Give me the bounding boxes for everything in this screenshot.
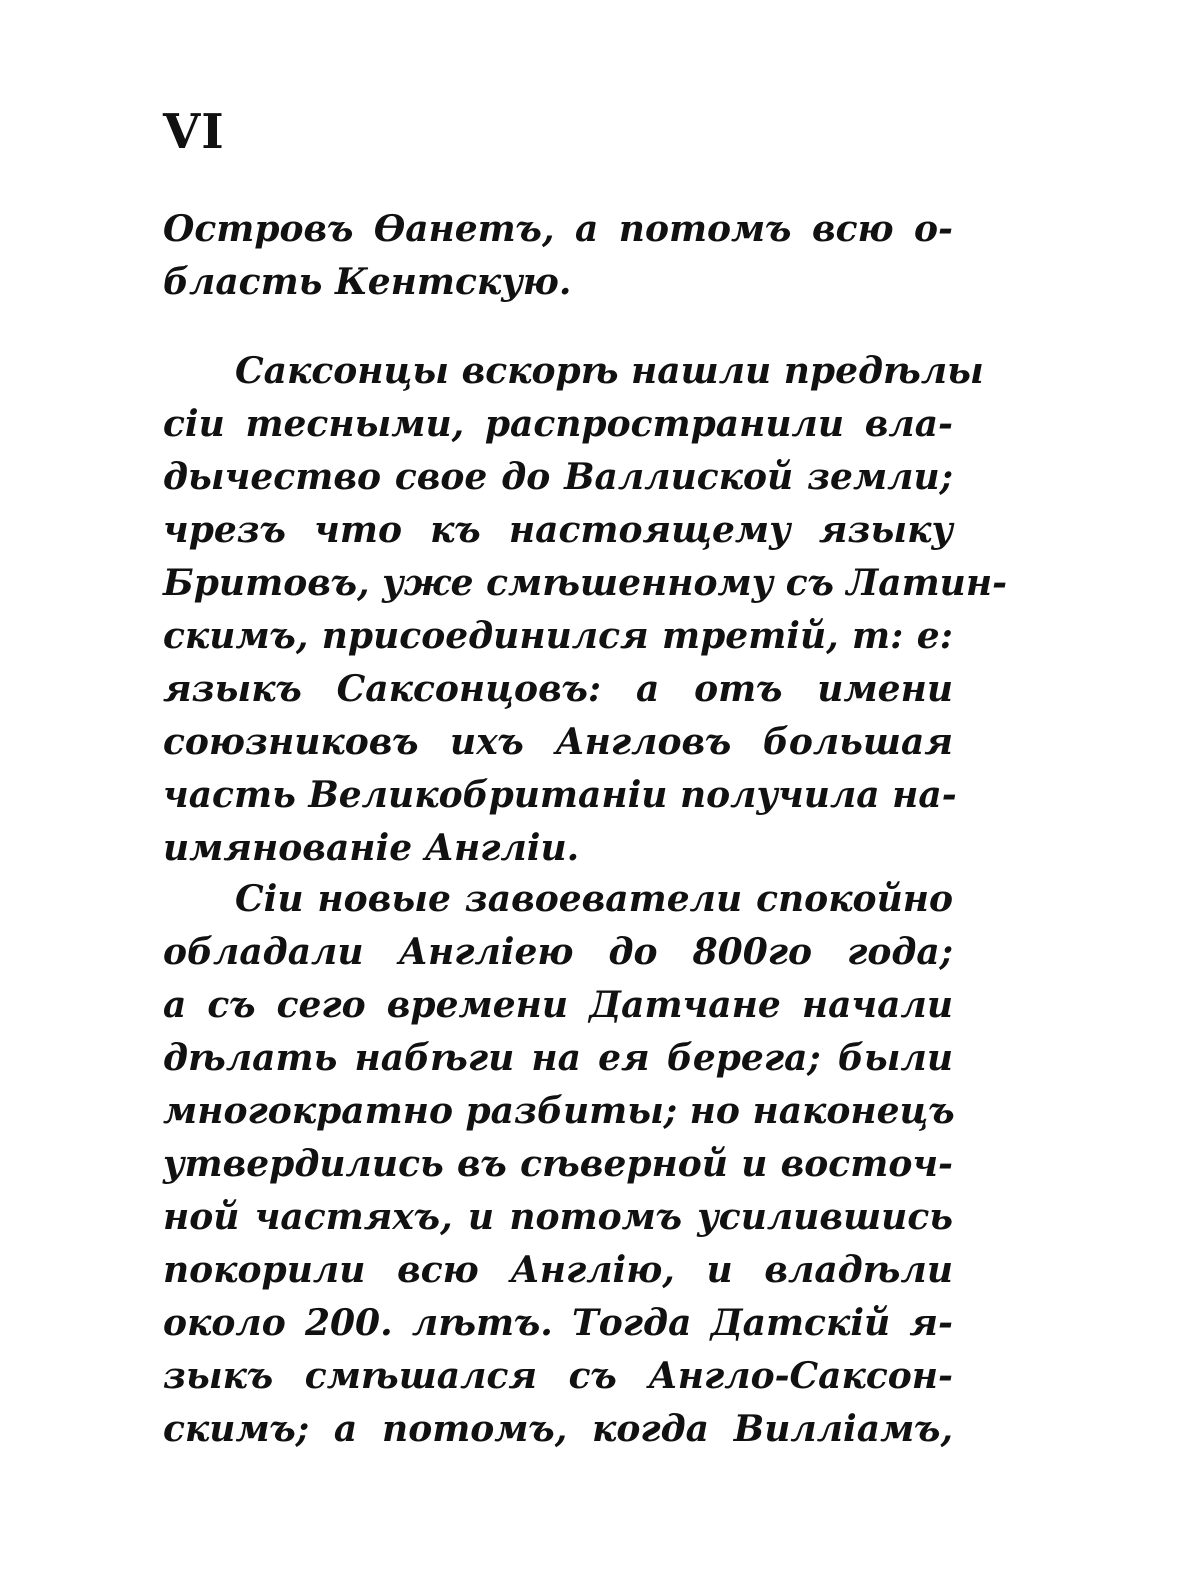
text-line: имянованіе Англіи. (163, 827, 580, 869)
text-line: Островъ Өанетъ, а потомъ всю о- (163, 208, 953, 250)
paragraph-1 (163, 203, 953, 309)
text-line: союзниковъ ихъ Англовъ большая (163, 721, 953, 763)
text-line: скимъ; а потомъ, когда Вилліамъ, (163, 1408, 953, 1450)
text-line: обладали Англіею до 800го года; (163, 931, 953, 973)
text-line: дѣлать набѣги на ея берега; были (163, 1037, 953, 1079)
text-line: языкъ Саксонцовъ: а отъ имени (163, 668, 953, 710)
paragraph-3 (163, 873, 953, 1456)
text-line: скимъ, присоединился третій, т: е: (163, 615, 953, 657)
text-line: ной частяхъ, и потомъ усилившись (163, 1196, 953, 1238)
text-line: сіи тесными, распространили вла- (163, 403, 953, 445)
text-line: покорили всю Англію, и владѣли (163, 1249, 953, 1291)
text-line: дычество свое до Валлиской земли; (163, 456, 953, 498)
text-line: а съ сего времени Датчане начали (163, 984, 953, 1026)
text-line: утвердились въ сѣверной и восточ- (163, 1143, 953, 1185)
text-line: Сіи новые завоеватели спокойно (235, 878, 953, 920)
paragraph-2 (163, 345, 1008, 875)
text-line: Саксонцы вскорѣ нашли предѣлы (235, 350, 984, 392)
text-line: зыкъ смѣшался съ Англо-Саксон- (163, 1355, 953, 1397)
text-line: часть Великобританіи получила на- (163, 774, 957, 816)
text-line: чрезъ что къ настоящему языку (163, 509, 953, 551)
text-line: многократно разбиты; но наконецъ (163, 1090, 955, 1132)
text-line: бласть Кентскую. (163, 261, 572, 303)
text-line: около 200. лѣтъ. Тогда Датскій я- (163, 1302, 953, 1344)
page-number: VI (163, 104, 225, 160)
text-line: Бритовъ, уже смѣшенному съ Латин- (163, 562, 1008, 604)
